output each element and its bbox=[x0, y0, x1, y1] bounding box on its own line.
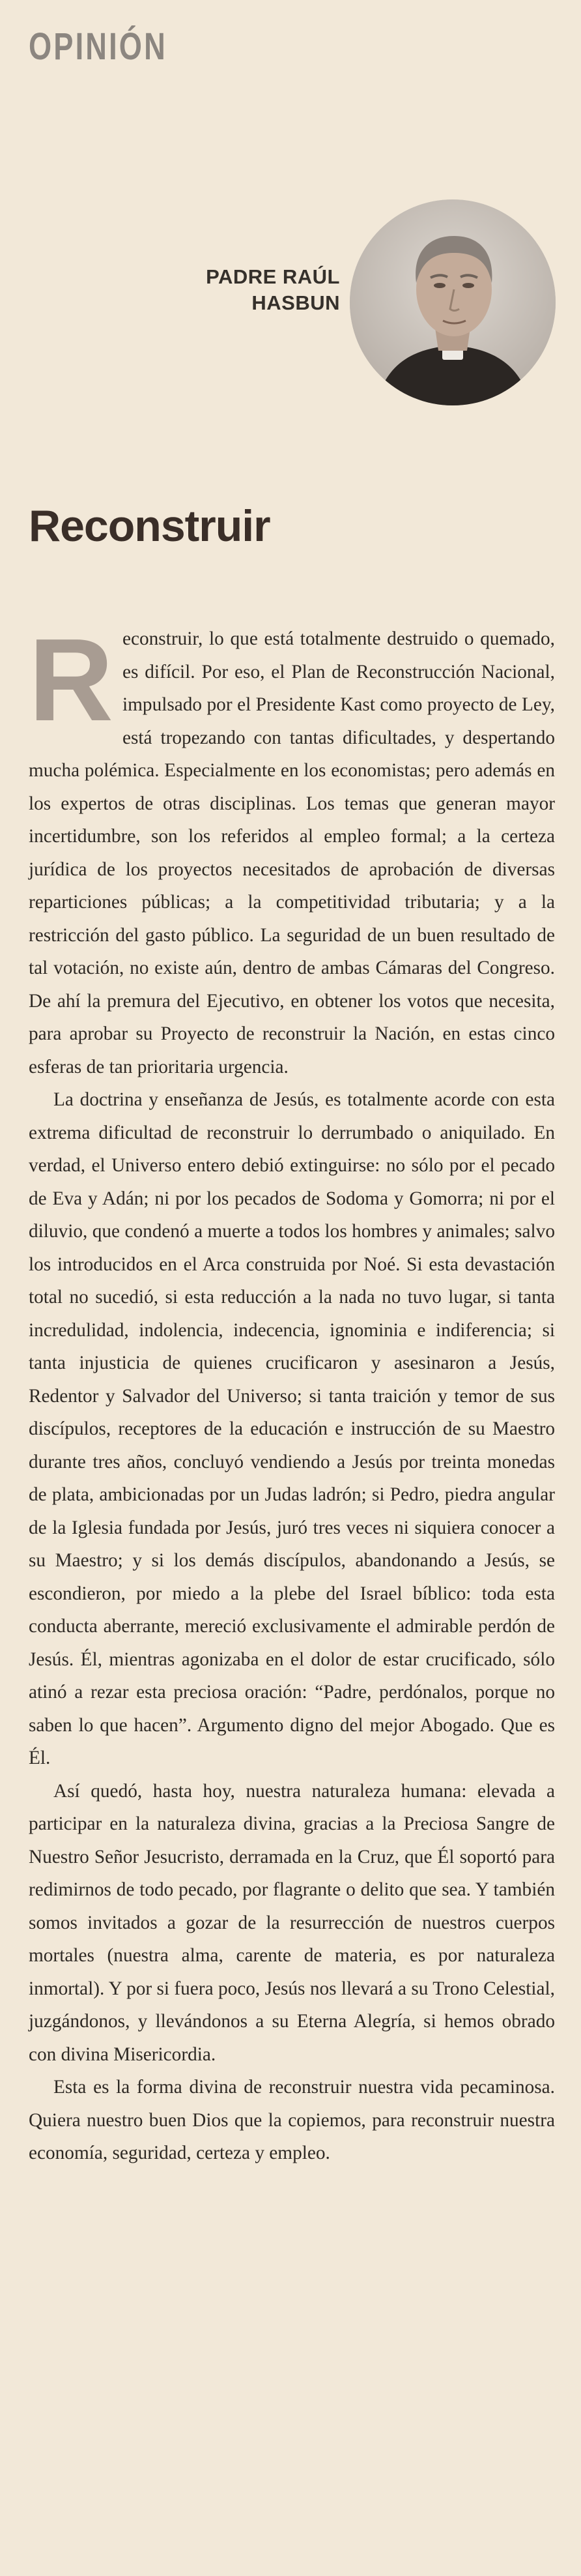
author-name-second-line: HASBUN bbox=[251, 291, 340, 314]
drop-cap: R bbox=[29, 615, 113, 746]
author-portrait bbox=[350, 199, 556, 405]
article-paragraph: Así quedó, hasta hoy, nuestra naturaleza humana: elevada a participar en la naturaleza divina, gracias a la Preciosa Sangre de Nuestro Señor Jesucristo, derramada en la Cruz, que Él soportó para redimirnos de todo pecado, por flagrante o delito que sea. Y también somos invitados a gozar de la resurrección de nuestros cuerpos mortales (nuestra alma, carente de materia, es por naturaleza inmortal). Y por si fuera poco, Jesús nos llevará a su Trono Celestial, juzgándonos, y llevándonos a su Eterna Alegría, si hemos obrado con divina Misericordia. bbox=[29, 1780, 555, 2065]
article-paragraph-text: econstruir, lo que está totalmente destruido o quemado, es difícil. Por eso, el Plan de Reconstrucción Nacional, impulsado por el Presidente Kast como proyecto de Ley, está tropezando con tantas dificultades, y despertando mucha polémica. Especialmente en los economistas; pero además en los expertos de otras disciplinas. Los temas que generan mayor incertidumbre, son los referidos al empleo formal; a la certeza jurídica de los proyectos necesitados de aprobación de diversas reparticiones públicas; a la competitividad tributaria; y a la restricción del gasto público. La seguridad de un buen resultado de tal votación, no existe aún, dentro de ambas Cámaras del Congreso. De ahí la premura del Ejecutivo, en obtener los votos que necesita, para aprobar su Proyecto de reconstruir la Nación, en estas cinco esferas de tan prioritaria urgencia. bbox=[29, 628, 555, 1077]
author-name-first-line: PADRE RAÚL bbox=[206, 265, 340, 288]
article-paragraph: Esta es la forma divina de reconstruir nuestra vida pecaminosa. Quiera nuestro buen Dios que la copiemos, para reconstruir nuestra economía, seguridad, certeza y empleo. bbox=[29, 2077, 555, 2163]
author-portrait-image bbox=[350, 199, 556, 405]
section-label: OPINIÓN bbox=[29, 25, 167, 68]
article-paragraph bbox=[29, 615, 555, 1083]
article-body bbox=[29, 615, 555, 2170]
article-paragraph: La doctrina y enseñanza de Jesús, es totalmente acorde con esta extrema dificultad de reconstruir lo derrumbado o aniquilado. En verdad, el Universo entero debió extinguirse: no sólo por el pecado de Eva y Adán; ni por los pecados de Sodoma y Gomorra; ni por el diluvio, que condenó a muerte a todos los hombres y animales; salvo los introducidos en el Arca construida por Noé. Si esta devastación total no sucedió, si esta reducción a la nada no tuvo lugar, si tanta incredulidad, indolencia, indecencia, ignominia e indiferencia; si tanta injusticia de quienes crucificaron y asesinaron a Jesús, Redentor y Salvador del Universo; si tanta traición y temor de sus discípulos, receptores de la educación e instrucción de su Maestro durante tres años, concluyó vendiendo a Jesús por treinta monedas de plata, ambicionadas por un Judas ladrón; si Pedro, piedra angular de la Iglesia fundada por Jesús, juró tres veces ni siquiera conocer a su Maestro; y si los demás discípulos, abandonando a Jesús, se escondieron, por miedo a la plebe del Israel bíblico: toda esta conducta aberrante, mereció exclusivamente el admirable perdón de Jesús. Él, mientras agonizaba en el dolor de estar crucificado, sólo atinó a rezar esta preciosa oración: “Padre, perdónalos, porque no saben lo que hacen”. Argumento digno del mejor Abogado. Que es Él. bbox=[29, 1089, 555, 1768]
article-headline: Reconstruir bbox=[29, 501, 270, 551]
author-byline bbox=[206, 264, 340, 316]
